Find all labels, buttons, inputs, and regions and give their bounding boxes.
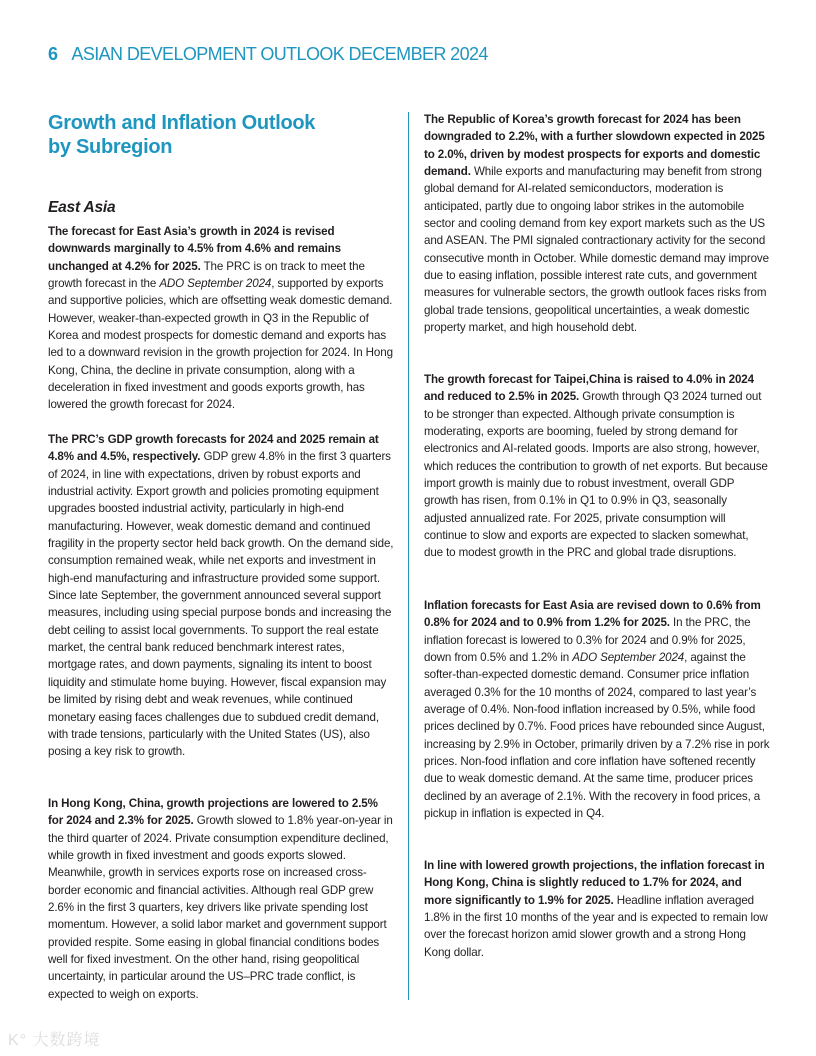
lead-sentence: In Hong Kong, China, growth projections are lowered to 2.5% for 2024 and 2.3% for 2025. (48, 797, 378, 828)
paragraph-taipei-growth (424, 371, 770, 562)
publication-ref: ADO September 2024 (159, 277, 272, 291)
lead-sentence: The growth forecast for Taipei,China is raised to 4.0% in 2024 and reduced to 2.5% in 2025. (424, 373, 754, 404)
subsection-heading: East Asia (48, 199, 116, 216)
paragraph-korea-growth (424, 111, 770, 336)
publication-title: ASIAN DEVELOPMENT OUTLOOK DECEMBER 2024 (71, 44, 488, 64)
column-divider (408, 112, 409, 1000)
section-title-line2: by Subregion (48, 136, 173, 158)
body-text: Growth slowed to 1.8% year-on-year in the third quarter of 2024. Private consumption expenditure declined, while growth in fixed investment and goods exports slowed. Meanwhile, growth in services exports rose on increased cross-border economic and financial activities. Although real GDP grew 2.6% in the first 3 quarters, key drivers like private spending lost momentum. However, a solid labor market and government support provided respite. Some easing in global financial conditions bodes well for fixed investment. On the other hand, rising geopolitical uncertainty, in particular around the US–PRC trade conflict, is expected to weigh on exports. (48, 814, 393, 1001)
lead-sentence: The PRC’s GDP growth forecasts for 2024 and 2025 remain at 4.8% and 4.5%, respectively. (48, 433, 379, 464)
watermark-logo (8, 1027, 101, 1050)
body-text: The PRC is on track to meet the growth forecast in the (48, 259, 365, 291)
body-text: While exports and manufacturing may benefit from strong global demand for AI-related semiconductors, moderation is anticipated, partly due to ongoing labor strikes in the automobile sector and cooling demand from key export markets such as the US and ASEAN. The PMI signaled contractionary activity for the second consecutive month in October. While domestic demand may improve due to easing inflation, possible interest rate cuts, and government measures for vulnerable sectors, the growth outlook faces risks from global trade tensions, geopolitical uncertainties, a weak domestic property market, and high household debt. (424, 165, 769, 335)
body-text: , supported by exports and supportive policies, which are offsetting weak domestic demand. However, weaker-than-expected growth in Q3 in the Republic of Korea and modest prospects for domestic demand and exports has led to a downward revision in the growth projection for 2024. In Hong Kong, China, the decline in private consumption, along with a deceleration in fixed investment and goods exports growth, has lowered the growth forecast for 2024. (48, 277, 393, 412)
watermark-icon: K° (8, 1032, 28, 1049)
lead-sentence: Inflation forecasts for East Asia are revised down to 0.6% from 0.8% for 2024 and to 0.9% from 1.2% for 2025. (424, 599, 761, 630)
paragraph-east-asia-inflation (424, 597, 770, 822)
lead-sentence: The forecast for East Asia’s growth in 2024 is revised downwards marginally to 4.5% from 4.6% and remains unchanged at 4.2% for 2025. (48, 225, 341, 273)
body-text: GDP grew 4.8% in the first 3 quarters of 2024, in line with expectations, driven by robust exports and industrial activity. Export growth and policies promoting equipment upgrades boosted industrial activity, particularly in high-end manufacturing. However, weak domestic demand and continued fragility in the property sector held back growth. On the demand side, consumption remained weak, while net exports and investment in high-end manufacturing and infrastructure provided some support. Since late September, the government announced several support measures, including using special purpose bonds and increasing the debt ceiling to assist local governments. To support the real estate market, the central bank reduced benchmark interest rates, mortgage rates, and down payments, signaling its intent to boost liquidity and stimulate home buying. However, fiscal expansion may be limited by rising debt and weak revenues, while continued monetary easing faces challenges due to subdued credit demand, with trade tensions, particularly with the United States (US), also posing a key risk to growth. (48, 450, 394, 759)
body-text: Headline inflation averaged 1.8% in the first 10 months of the year and is expected to remain low over the forecast horizon amid slower growth and a strong Hong Kong dollar. (424, 893, 768, 959)
paragraph-hong-kong-inflation (424, 857, 770, 961)
paragraph-east-asia-forecast (48, 223, 394, 414)
body-text: , against the softer-than-expected domestic demand. Consumer price inflation averaged 0.3% for the 10 months of 2024, compared to last year’s average of 0.4%. Non-food inflation increased by 0.5%, while food prices declined by 0.7%. Food prices have rebounded since August, increasing by 2.9% in October, primarily driven by a 7.2% rise in pork prices. Non-food inflation and core inflation have softened recently due to weak domestic demand. At the same time, producer prices declined by an average of 2.1%. With the recovery in food prices, a pickup in inflation is expected in Q4. (424, 651, 770, 821)
lead-sentence: The Republic of Korea’s growth forecast for 2024 has been downgraded to 2.2%, with a further slowdown expected in 2025 to 2.0%, driven by modest prospects for exports and domestic demand. (424, 113, 765, 179)
watermark-text: 大数跨境 (32, 1032, 101, 1049)
body-text: In the PRC, the inflation forecast is lowered to 0.3% for 2024 and 0.9% for 2025, down from 0.5% and 1.2% in (424, 616, 751, 665)
paragraph-prc-growth (48, 431, 394, 761)
publication-ref: ADO September 2024 (572, 651, 685, 665)
section-title (48, 111, 315, 159)
body-text: Growth through Q3 2024 turned out to be stronger than expected. Although private consumption is moderating, exports are booming, fueled by strong demand for electronics and AI-related goods. Imports are also strong, however, which reduces the contribution to growth of net exports. But because import growth is mainly due to robust investment, overall GDP growth has risen, from 0.1% in Q1 to 0.9% in Q3, seasonally adjusted annualized rate. For 2025, private consumption will continue to slow and exports are expected to slacken somewhat, due to modest growth in the PRC and global trade disruptions. (424, 390, 768, 560)
section-title-line1: Growth and Inflation Outlook (48, 112, 316, 134)
running-header (48, 44, 488, 65)
lead-sentence: In line with lowered growth projections, the inflation forecast in Hong Kong, China is slightly reduced to 1.7% for 2024, and more significantly to 1.9% for 2025. (424, 859, 765, 907)
page-number: 6 (48, 44, 58, 64)
paragraph-hong-kong-growth (48, 795, 394, 1003)
